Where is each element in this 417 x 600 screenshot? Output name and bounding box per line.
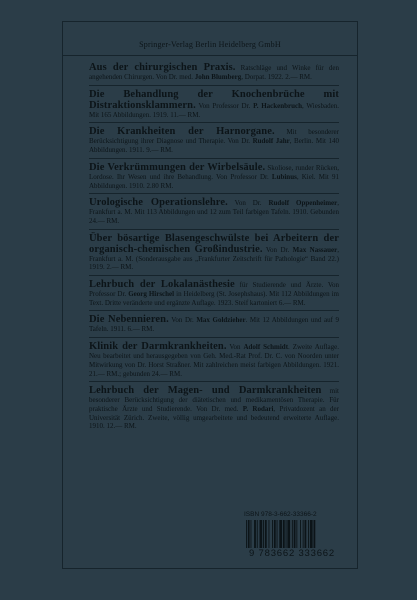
barcode-number: 9 783662 333662	[249, 548, 335, 559]
barcode-bar	[265, 520, 267, 548]
entry-divider	[89, 122, 339, 123]
barcode-bar	[286, 520, 287, 548]
barcode-bar	[251, 520, 252, 548]
barcode-bar	[287, 520, 290, 548]
entry-title: Die Behandlung der Knochenbrüche mit Distraktionsklammern.	[89, 88, 339, 111]
entry-divider	[89, 381, 339, 382]
book-entry	[89, 314, 339, 337]
barcode-bar	[279, 520, 282, 548]
barcode-bar	[263, 520, 264, 548]
barcode-bar	[305, 520, 307, 548]
barcode-bar	[283, 520, 285, 548]
entry-divider	[89, 275, 339, 276]
entry-title: Die Krankheiten der Harnorgane.	[89, 126, 275, 138]
entry-author: Max Nassauer	[292, 245, 338, 254]
entry-text: Von	[226, 343, 244, 352]
entry-author: Max Goldzieher	[196, 316, 246, 325]
entry-author: P. Rodari	[242, 404, 274, 413]
entry-author: Adolf Schmidt	[243, 343, 289, 352]
entry-author: P. Hackenbruch	[253, 101, 303, 110]
book-entry	[89, 126, 339, 157]
barcode	[244, 520, 340, 566]
entry-title: Lehrbuch der Lokalanästhesie	[89, 279, 235, 291]
book-entry	[89, 62, 339, 85]
barcode-bar	[303, 520, 304, 548]
entry-divider	[89, 229, 339, 230]
barcode-bar	[257, 520, 258, 548]
entry-details: . Zweite Auflage. Neu bearbeitet und herausgegeben von Geh. Med.-Rat Prof. Dr. C. von Noorden unter Mitwirkung von Dr. Horst Straßner. Mit zahlreichen meist farbigen Abbildungen. 1921. 21.— RM.; gebunden 24.— RM.	[89, 343, 340, 378]
entry-text: Von Professor Dr.	[195, 101, 254, 110]
entry-title: Urologische Operationslehre.	[89, 197, 228, 209]
entry-text: Skoliose, runder Rücken, Lordose. Ihr Wesen und ihre Behandlung. Von Professor Dr.	[89, 163, 340, 181]
entry-divider	[89, 193, 339, 194]
entry-details: , Kiel. Mit 91 Abbildungen. 1910. 2.80 RM.	[89, 172, 339, 190]
barcode-bar	[310, 520, 313, 548]
entry-title: Lehrbuch der Magen- und Darmkrankheiten	[89, 385, 322, 397]
barcode-bar	[248, 520, 250, 548]
entry-text: für Studierende und Ärzte. Von Professor Dr.	[89, 281, 339, 299]
entry-text: Von Dr.	[262, 245, 293, 254]
barcode-bar	[294, 520, 296, 548]
book-entry	[89, 385, 339, 434]
entry-details: , Frankfurt a. M. (Sonderausgabe aus „Frankfurter Zeitschrift für Pathologie“ Band 22.) 1919. 2.— RM.	[89, 245, 340, 272]
entry-details: . Mit 12 Abbildungen und auf 9 Tafeln. 1911. 6.— RM.	[89, 316, 339, 334]
advertisement-list	[89, 62, 339, 434]
publisher-divider	[62, 55, 358, 56]
barcode-bar	[277, 520, 278, 548]
entry-author: John Blumberg	[194, 73, 242, 81]
barcode-bar	[246, 520, 247, 548]
entry-divider	[89, 85, 339, 86]
entry-details: , Berlin. Mit 140 Abbildungen. 1911. 9.— RM.	[89, 137, 339, 155]
entry-author: Rudolf Oppenheimer	[268, 199, 338, 208]
barcode-bar	[292, 520, 293, 548]
entry-divider	[89, 310, 339, 311]
book-entry	[89, 89, 339, 123]
barcode-bar	[254, 520, 256, 548]
entry-title: Die Verkrümmungen der Wirbelsäule.	[89, 161, 266, 173]
barcode-bar	[274, 520, 276, 548]
barcode-bar	[314, 520, 316, 548]
entry-title: Klinik der Darmkrankheiten.	[89, 341, 227, 353]
entry-text: Ratschläge und Winke für den angehenden Chirurgen. Von Dr. med.	[89, 64, 339, 81]
book-entry	[89, 197, 339, 228]
entry-author: Rudolf Jahr	[252, 137, 290, 146]
barcode-bar	[269, 520, 270, 548]
book-entry	[89, 233, 339, 275]
entry-text: Von Dr.	[168, 316, 197, 325]
barcode-bar	[296, 520, 297, 548]
entry-title: Die Nebennieren.	[89, 314, 169, 326]
entry-details: , Dorpat. 1922. 2.— RM.	[241, 73, 312, 81]
entry-divider	[89, 158, 339, 159]
barcode-bar	[272, 520, 273, 548]
book-entry	[89, 279, 339, 310]
entry-divider	[89, 337, 339, 338]
entry-text: Von Dr.	[227, 199, 269, 208]
entry-author: Lubinus	[271, 172, 297, 181]
entry-details: , Frankfurt a. M. Mit 113 Abbildungen und 12 zum Teil farbigen Tafeln. 1910. Gebunden 24.— RM.	[89, 199, 339, 225]
entry-details: , Wiesbaden. Mit 165 Abbildungen. 1919. 11.— RM.	[89, 101, 339, 119]
entry-text: mit besonderer Berücksichtigung der diätetischen und medikamentösen Therapie. Für praktische Ärzte und Studierende. Von Dr. med.	[89, 387, 339, 413]
barcode-bars	[244, 520, 340, 548]
isbn-label: ISBN 978-3-662-33366-2	[244, 511, 317, 518]
entry-text: Mit besonderer Berücksichtigung ihrer Diagnose und Therapie. Von Dr.	[89, 128, 339, 146]
barcode-bar	[260, 520, 263, 548]
entry-author: Georg Hirschel	[128, 290, 175, 299]
entry-title: Über bösartige Blasengeschwülste bei Arbeitern der organisch-chemischen Großindustrie.	[89, 232, 339, 255]
entry-details: in Heidelberg (St. Josephshaus). Mit 112 Abbildungen im Text. Dritte veränderte und ergänzte Auflage. 1923. Steif kartoniert 6.— RM.	[89, 290, 340, 307]
entry-details: , Privatdozent an der Universität Zürich. Zweite, völlig umgearbeitete und bedeutend erweiterte Auflage. 1910. 12.— RM.	[89, 404, 339, 431]
book-entry	[89, 341, 339, 381]
publisher-name: Springer-Verlag Berlin Heidelberg GmbH	[139, 40, 281, 49]
book-entry	[89, 162, 339, 193]
barcode-bar	[308, 520, 309, 548]
entry-title: Aus der chirurgischen Praxis.	[89, 62, 236, 73]
barcode-bar	[300, 520, 301, 548]
